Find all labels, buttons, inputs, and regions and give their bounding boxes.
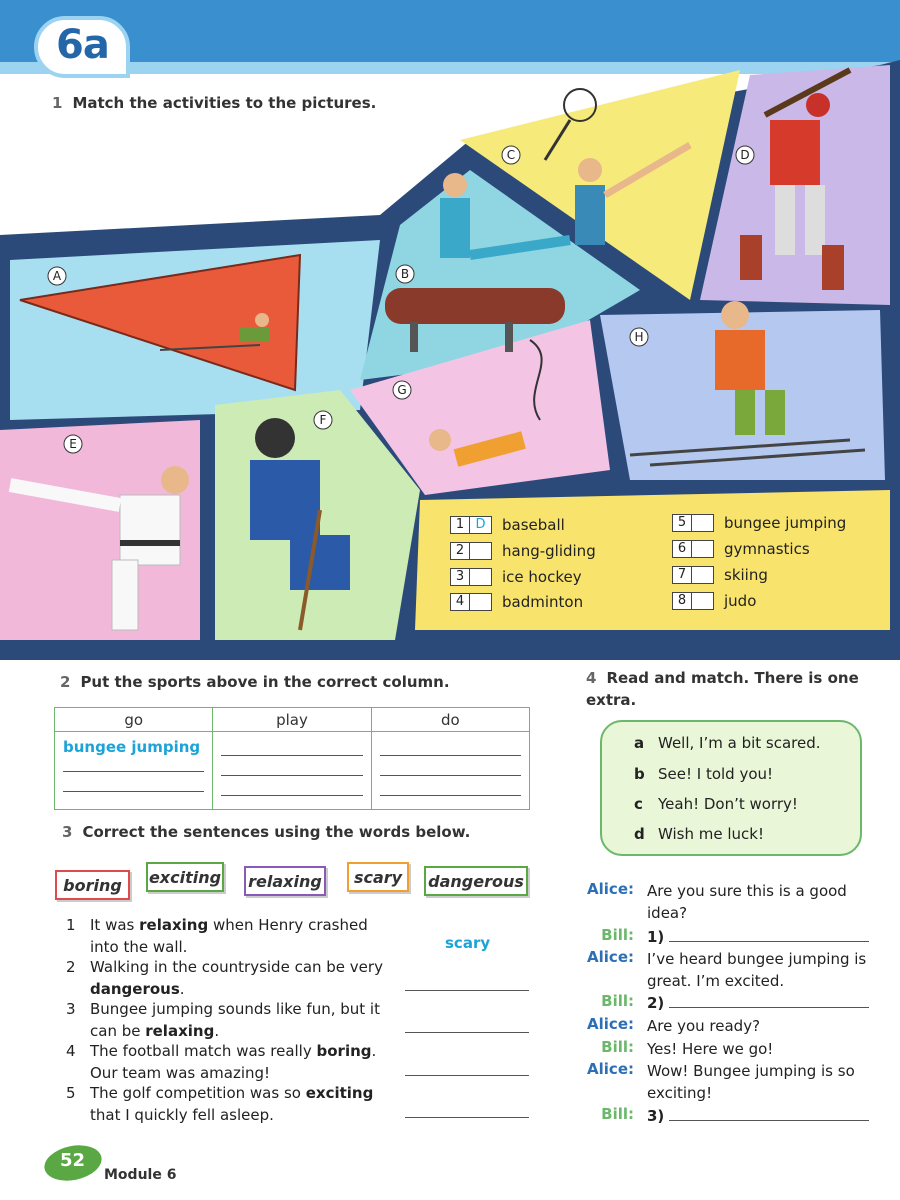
column-header-go: go <box>55 708 213 732</box>
answer-line-3[interactable] <box>405 1032 529 1033</box>
sentence-3: 3 Bungee jumping sounds like fun, but it can be relaxing. <box>66 1000 380 1040</box>
module-label: Module 6 <box>104 1167 177 1183</box>
svg-text:B: B <box>400 267 410 281</box>
answer-box[interactable] <box>470 593 492 611</box>
speaker-bill: Bill: <box>601 992 634 1010</box>
answer-box[interactable] <box>470 568 492 586</box>
exercise-1-title: 1 Match the activities to the pictures. <box>52 94 377 112</box>
word-card-dangerous: dangerous <box>424 866 528 896</box>
answer-box[interactable] <box>692 592 714 610</box>
answer-box[interactable] <box>470 542 492 560</box>
answer-box[interactable] <box>692 566 714 584</box>
sentence-1: 1 It was relaxing when Henry crashed into the wall. <box>66 916 368 956</box>
match-item: 3 ice hockey <box>450 566 582 588</box>
word-card-boring: boring <box>55 870 130 900</box>
match-item: 6 gymnastics <box>672 538 810 560</box>
svg-text:G: G <box>397 383 407 397</box>
match-item: 7 skiing <box>672 564 768 586</box>
letter-h <box>630 328 648 346</box>
match-list <box>438 508 868 618</box>
match-item: 2 hang-gliding <box>450 540 596 562</box>
speaker-bill: Bill: <box>601 1105 634 1123</box>
dialogue-line-6: Yes! Here we go! <box>647 1040 774 1058</box>
answer-line-2[interactable] <box>405 990 529 991</box>
svg-text:D: D <box>740 148 750 162</box>
sports-column-table <box>54 707 530 810</box>
speaker-alice: Alice: <box>587 1060 634 1078</box>
match-item: 1 D baseball <box>450 514 565 536</box>
word-card-scary: scary <box>347 862 409 892</box>
page-number: 52 <box>60 1150 86 1171</box>
exercise-4-title: 4 Read and match. There is one extra. <box>586 669 859 709</box>
option-d: d Wish me luck! <box>634 825 764 843</box>
option-c: c Yeah! Don’t worry! <box>634 795 798 813</box>
speaker-bill: Bill: <box>601 1038 634 1056</box>
svg-text:A: A <box>52 269 62 283</box>
column-header-play: play <box>213 708 371 732</box>
sentence-2: 2 Walking in the countryside can be very dangerous. <box>66 958 383 998</box>
option-b: b See! I told you! <box>634 765 774 783</box>
option-a: a Well, I’m a bit scared. <box>634 734 821 752</box>
word-card-exciting: exciting <box>146 862 224 892</box>
match-item: 8 judo <box>672 590 756 612</box>
svg-text:F: F <box>319 413 327 427</box>
column-do-cell[interactable] <box>371 732 529 810</box>
dialogue-blank-3[interactable]: 3) <box>647 1105 869 1127</box>
column-header-do: do <box>371 708 529 732</box>
answer-box[interactable]: D <box>470 516 492 534</box>
letter-c <box>502 146 520 164</box>
dialogue-line-1: Are you sure this is a good idea? <box>647 882 847 922</box>
column-play-cell[interactable] <box>213 732 371 810</box>
sentence-5: 5 The golf competition was so exciting that I quickly fell asleep. <box>66 1084 374 1124</box>
answer-line-4[interactable] <box>405 1075 529 1076</box>
exercise-3-title: 3 Correct the sentences using the words below. <box>62 823 471 841</box>
speaker-alice: Alice: <box>587 880 634 898</box>
letter-f <box>314 411 332 429</box>
speaker-alice: Alice: <box>587 948 634 966</box>
letter-e <box>64 435 82 453</box>
exercise-2-title: 2 Put the sports above in the correct column. <box>60 673 450 691</box>
match-item: 5 bungee jumping <box>672 512 846 534</box>
match-item: 4 badminton <box>450 591 583 613</box>
answer-box[interactable] <box>692 540 714 558</box>
svg-text:E: E <box>69 437 77 451</box>
answer-line-5[interactable] <box>405 1117 529 1118</box>
dialogue-line-3: I’ve heard bungee jumping is great. I’m excited. <box>647 950 867 990</box>
letter-d <box>736 146 754 164</box>
example-answer: bungee jumping <box>63 738 201 756</box>
svg-text:C: C <box>506 148 516 162</box>
sentence-4: 4 The football match was really boring. Our team was amazing! <box>66 1042 377 1082</box>
speaker-bill: Bill: <box>601 926 634 944</box>
dialogue-blank-2[interactable]: 2) <box>647 992 869 1014</box>
letter-a <box>48 267 66 285</box>
svg-text:H: H <box>634 330 644 344</box>
letter-g <box>393 381 411 399</box>
column-go-cell[interactable] <box>55 732 213 810</box>
word-card-relaxing: relaxing <box>244 866 326 896</box>
answer-box[interactable] <box>692 514 714 532</box>
speaker-alice: Alice: <box>587 1015 634 1033</box>
dialogue-line-7: Wow! Bungee jumping is so exciting! <box>647 1062 855 1102</box>
dialogue-blank-1[interactable]: 1) <box>647 926 869 948</box>
dialogue-line-5: Are you ready? <box>647 1017 761 1035</box>
example-answer-scary: scary <box>445 934 491 952</box>
unit-label: 6a <box>56 22 109 68</box>
letter-b <box>396 265 414 283</box>
